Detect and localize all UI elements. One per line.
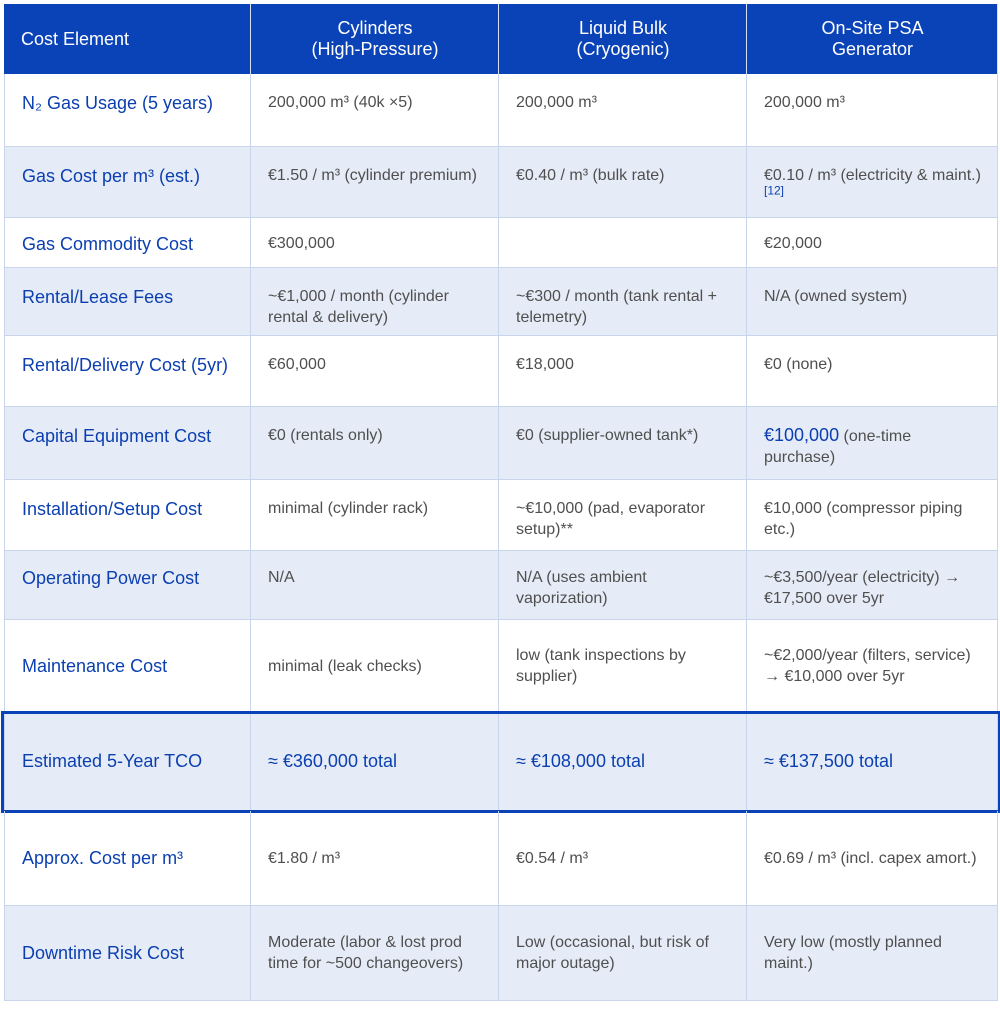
cell-power-bulk: N/A (uses ambient vaporization) [499, 551, 747, 620]
header-liquid-bulk-line1: Liquid Bulk [578, 18, 668, 38]
cell-commodity-bulk [499, 218, 747, 268]
cell-maintenance-cylinders: minimal (leak checks) [251, 620, 499, 713]
table-header-row [4, 4, 998, 74]
cell-usage-psa: 200,000 m³ [747, 74, 998, 147]
cell-capital-bulk: €0 (supplier-owned tank*) [499, 407, 747, 480]
row-label-power: Operating Power Cost [4, 551, 251, 620]
header-cost-element [4, 4, 251, 74]
cell-capital-psa [747, 407, 998, 480]
cell-gas-cost-cylinders: €1.50 / m³ (cylinder premium) [251, 147, 499, 218]
header-cost-element-text: Cost Element [21, 28, 130, 49]
header-psa-line1: On-Site PSA [821, 18, 924, 38]
row-label-maintenance: Maintenance Cost [4, 620, 251, 713]
cell-commodity-cylinders: €300,000 [251, 218, 499, 268]
citation-link[interactable]: [12] [764, 183, 785, 198]
cell-tco-cylinders: ≈ €360,000 total [251, 713, 499, 811]
table-row-usage [4, 74, 998, 147]
cell-install-cylinders: minimal (cylinder rack) [251, 480, 499, 551]
cell-per-m3-psa: €0.69 / m³ (incl. capex amort.) [747, 811, 998, 906]
row-label-tco: Estimated 5-Year TCO [4, 713, 251, 811]
cell-capital-cylinders: €0 (rentals only) [251, 407, 499, 480]
cell-maintenance-bulk: low (tank inspections by supplier) [499, 620, 747, 713]
row-label-downtime: Downtime Risk Cost [4, 906, 251, 1001]
cell-rental-fees-cylinders: ~€1,000 / month (cylinder rental & delivery) [251, 268, 499, 336]
table-row-power [4, 551, 998, 620]
cell-downtime-bulk: Low (occasional, but risk of major outage) [499, 906, 747, 1001]
cell-install-psa: €10,000 (compressor piping etc.) [747, 480, 998, 551]
table-row-maintenance [4, 620, 998, 713]
cell-commodity-psa: €20,000 [747, 218, 998, 268]
row-label-rental-fees: Rental/Lease Fees [4, 268, 251, 336]
table-row-downtime [4, 906, 998, 1001]
capital-psa-note: (one-time purchase) [764, 428, 912, 466]
cell-downtime-cylinders: Moderate (labor & lost prod time for ~500 changeovers) [251, 906, 499, 1001]
cell-per-m3-cylinders: €1.80 / m³ [251, 811, 499, 906]
row-label-per-m3: Approx. Cost per m³ [4, 811, 251, 906]
row-label-capital: Capital Equipment Cost [4, 407, 251, 480]
table-row-capital [4, 407, 998, 480]
cell-rental-fees-psa: N/A (owned system) [747, 268, 998, 336]
cost-comparison-table [4, 4, 998, 1001]
cell-gas-cost-psa-text: €0.10 / m³ (electricity & maint.) [764, 167, 981, 184]
cell-rental-cost-cylinders: €60,000 [251, 336, 499, 407]
table-row-rental-cost [4, 336, 998, 407]
cell-downtime-psa: Very low (mostly planned maint.) [747, 906, 998, 1001]
cell-per-m3-bulk: €0.54 / m³ [499, 811, 747, 906]
table-row-commodity [4, 218, 998, 268]
cell-usage-cylinders: 200,000 m³ (40k ×5) [251, 74, 499, 147]
header-psa-generator [747, 4, 998, 74]
cell-tco-bulk: ≈ €108,000 total [499, 713, 747, 811]
header-liquid-bulk-line2: (Cryogenic) [576, 39, 670, 59]
row-label-rental-cost: Rental/Delivery Cost (5yr) [4, 336, 251, 407]
cell-install-bulk: ~€10,000 (pad, evaporator setup)** [499, 480, 747, 551]
header-liquid-bulk [499, 4, 747, 74]
table-row-gas-cost [4, 147, 998, 218]
cell-power-cylinders: N/A [251, 551, 499, 620]
cell-rental-cost-psa: €0 (none) [747, 336, 998, 407]
capital-psa-amount: €100,000 [764, 425, 840, 445]
row-label-commodity: Gas Commodity Cost [4, 218, 251, 268]
table-row-per-m3 [4, 811, 998, 906]
cell-rental-cost-bulk: €18,000 [499, 336, 747, 407]
row-label-install: Installation/Setup Cost [4, 480, 251, 551]
header-cylinders-line1: Cylinders [337, 18, 413, 38]
cell-gas-cost-psa [747, 147, 998, 218]
cell-usage-bulk: 200,000 m³ [499, 74, 747, 147]
cell-rental-fees-bulk: ~€300 / month (tank rental + telemetry) [499, 268, 747, 336]
table-row-install [4, 480, 998, 551]
row-label-gas-cost: Gas Cost per m³ (est.) [4, 147, 251, 218]
row-label-usage: N₂ Gas Usage (5 years) [4, 74, 251, 147]
cell-maintenance-psa: ~€2,000/year (filters, service) → €10,000 over 5yr [747, 620, 998, 713]
cell-gas-cost-bulk: €0.40 / m³ (bulk rate) [499, 147, 747, 218]
header-cylinders [251, 4, 499, 74]
table-row-tco [4, 713, 998, 811]
cell-power-psa: ~€3,500/year (electricity) → €17,500 over 5yr [747, 551, 998, 620]
table-row-rental-fees [4, 268, 998, 336]
header-psa-line2: Generator [831, 39, 914, 59]
cell-tco-psa: ≈ €137,500 total [747, 713, 998, 811]
header-cylinders-line2: (High-Pressure) [311, 39, 439, 59]
